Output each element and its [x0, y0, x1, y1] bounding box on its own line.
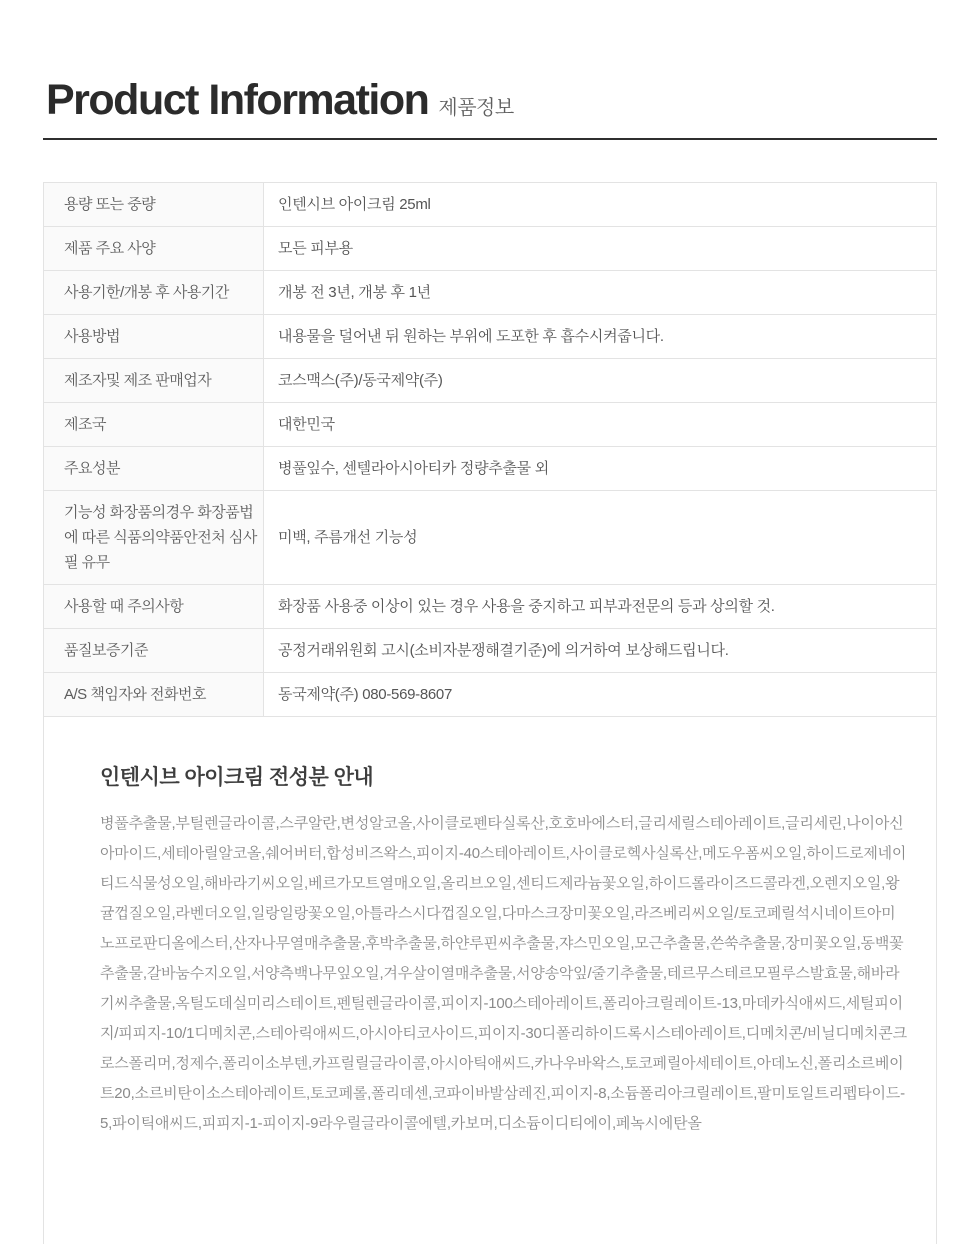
spec-label: 사용기한/개봉 후 사용기간 — [44, 271, 264, 315]
spec-label: 용량 또는 중량 — [44, 183, 264, 227]
spec-value: 미백, 주름개선 기능성 — [264, 491, 937, 585]
spec-value: 코스맥스(주)/동국제약(주) — [264, 359, 937, 403]
ingredients-section — [43, 717, 937, 1244]
spec-label: A/S 책임자와 전화번호 — [44, 673, 264, 717]
table-row — [44, 585, 937, 629]
product-spec-table-body — [44, 183, 937, 717]
spec-value: 동국제약(주) 080-569-8607 — [264, 673, 937, 717]
spec-label: 제조자및 제조 판매업자 — [44, 359, 264, 403]
title-divider — [43, 138, 937, 140]
table-row — [44, 271, 937, 315]
spec-value: 화장품 사용중 이상이 있는 경우 사용을 중지하고 피부과전문의 등과 상의할 것. — [264, 585, 937, 629]
spec-label: 사용방법 — [44, 315, 264, 359]
spec-label: 기능성 화장품의경우 화장품법에 따른 식품의약품안전처 심사필 유무 — [44, 491, 264, 585]
spec-label: 사용할 때 주의사항 — [44, 585, 264, 629]
table-row — [44, 183, 937, 227]
ingredients-text: 병풀추출물,부틸렌글라이콜,스쿠알란,변성알코올,사이클로펜타실록산,호호바에스터,글리세릴스테아레이트,글리세린,나이아신아마이드,세테아릴알코올,쉐어버터,합성비즈왁스,피이지-40스테아레이트,사이클로헥사실록산,메도우폼씨오일,하이드로제네이티드식물성오일,해바라기씨오일,베르가모트열매오일,올리브오일,센티드제라늄꽃오일,하이드롤라이즈드콜라겐,오렌지오일,왕귤껍질오일,라벤더오일,일랑일랑꽃오일,아틀라스시다껍질오일,다마스크장미꽃오일,라즈베리씨오일/토코페릴석시네이트아미노프로판디올에스터,산자나무열매추출물,후박추출물,하얀루핀씨추출물,쟈스민오일,모근추출물,쓴쑥추출물,장미꽃오일,동백꽃추출물,갈바눔수지오일,서양측백나무잎오일,겨우살이열매추출물,서양송악잎/줄기추출물,테르무스테르모필루스발효물,해바라기씨추출물,옥틸도데실미리스테이트,펜틸렌글라이콜,피이지-100스테아레이트,폴리아크릴레이트-13,마데카식애씨드,세틸피이지/피피지-10/1디메치콘,스테아릭애씨드,아시아티코사이드,피이지-30디폴리하이드록시스테아레이트,디메치콘/비닐디메치콘크로스폴리머,정제수,폴리이소부텐,카프릴릴글라이콜,아시아틱애씨드,카나우바왁스,토코페릴아세테이트,아데노신,폴리소르베이트20,소르비탄이소스테아레이트,토코페롤,폴리데센,코파이바발삼레진,피이지-8,소듐폴리아크릴레이트,팔미토일트리펩타이드-5,파이틱애씨드,피피지-1-피이지-9라우릴글라이콜에텔,카보머,디소듐이디티에이,페녹시에탄올 — [100, 815, 907, 1133]
spec-label: 제품 주요 사양 — [44, 227, 264, 271]
table-row — [44, 227, 937, 271]
table-row — [44, 491, 937, 585]
spec-label: 제조국 — [44, 403, 264, 447]
table-row — [44, 403, 937, 447]
table-row — [44, 629, 937, 673]
table-row — [44, 315, 937, 359]
table-row — [44, 447, 937, 491]
spec-value: 공정거래위원회 고시(소비자분쟁해결기준)에 의거하여 보상해드립니다. — [264, 629, 937, 673]
table-row — [44, 359, 937, 403]
spec-value: 모든 피부용 — [264, 227, 937, 271]
spec-value: 개봉 전 3년, 개봉 후 1년 — [264, 271, 937, 315]
table-row — [44, 673, 937, 717]
spec-label: 품질보증기준 — [44, 629, 264, 673]
spec-value: 대한민국 — [264, 403, 937, 447]
spec-value: 인텐시브 아이크림 25ml — [264, 183, 937, 227]
page-subtitle: 제품정보 — [438, 97, 514, 119]
ingredients-heading: 인텐시브 아이크림 전성분 안내 — [100, 766, 374, 790]
page-header — [43, 0, 937, 140]
spec-value: 병풀잎수, 센텔라아시아티카 정량추출물 외 — [264, 447, 937, 491]
spec-value: 내용물을 덜어낸 뒤 원하는 부위에 도포한 후 흡수시켜줍니다. — [264, 315, 937, 359]
product-spec-table — [43, 182, 937, 717]
spec-label: 주요성분 — [44, 447, 264, 491]
page-title-row — [43, 76, 937, 125]
page-title: Product Information — [46, 76, 429, 124]
